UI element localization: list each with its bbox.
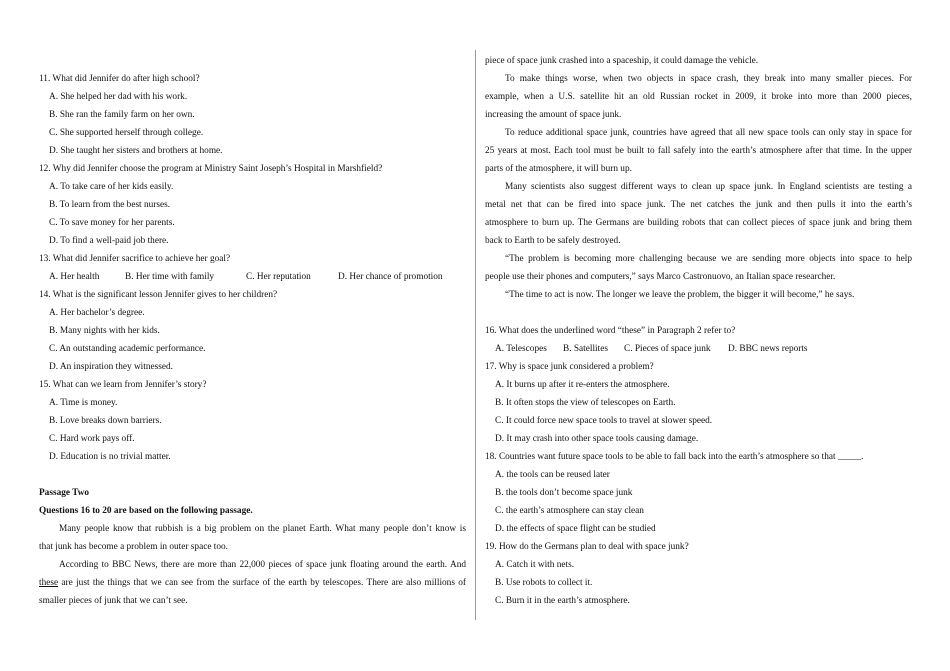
q15-option-c: C. Hard work pays off. <box>49 434 135 444</box>
passage-p2-line2-rest: are just the things that we can see from the surface of the earth by telescopes. There are also millions of <box>58 578 466 588</box>
q19-option-b: B. Use robots to collect it. <box>495 578 593 588</box>
passage-line: people use their phones and computers,” says Marco Castronuovo, an Italian space researcher. <box>485 272 836 282</box>
passage-line: 25 years at most. Each tool must be built to fall safely into the earth’s atmosphere after that time. In the upper <box>485 146 912 156</box>
q16-option-c: C. Pieces of space junk <box>624 344 711 354</box>
q17-option-b: B. It often stops the view of telescopes on Earth. <box>495 398 676 408</box>
question-19: 19. How do the Germans plan to deal with space junk? <box>485 542 689 552</box>
question-18: 18. Countries want future space tools to be able to fall back into the earth’s atmosphere so that _____. <box>485 452 864 462</box>
q12-option-d: D. To find a well-paid job there. <box>49 236 169 246</box>
q13-option-b: B. Her time with family <box>125 272 215 282</box>
q17-option-d: D. It may crash into other space tools causing damage. <box>495 434 699 444</box>
q11-option-d: D. She taught her sisters and brothers at home. <box>49 146 223 156</box>
q14-option-c: C. An outstanding academic performance. <box>49 344 206 354</box>
passage-line: metal net that can be fired into space junk. The net catches the junk and then pulls it into the earth’s <box>485 200 912 210</box>
passage-p2-line3: smaller pieces of junk that we can’t see. <box>39 596 188 606</box>
q17-option-c: C. It could force new space tools to travel at slower speed. <box>495 416 713 426</box>
passage-line: example, when a U.S. satellite hit an old Russian rocket in 2009, it broke into more than 2000 pieces, <box>485 92 912 102</box>
passage-p2-line2 <box>39 577 466 589</box>
passage-line: To make things worse, when two objects in space crash, they break into many smaller pieces. For <box>505 74 912 84</box>
q19-option-c: C. Burn it in the earth’s atmosphere. <box>495 596 630 606</box>
q15-option-d: D. Education is no trivial matter. <box>49 452 171 462</box>
passage-line: piece of space junk crashed into a spaceship, it could damage the vehicle. <box>485 56 759 66</box>
q18-option-c: C. the earth’s atmosphere can stay clean <box>495 506 644 516</box>
passage-p2-line1: According to BBC News, there are more than 22,000 pieces of space junk floating around the earth. And <box>59 560 466 570</box>
q13-option-c: C. Her reputation <box>246 272 311 282</box>
q13-option-d: D. Her chance of promotion <box>338 272 443 282</box>
passage-p1-line1: Many people know that rubbish is a big problem on the planet Earth. What many people don’t know is <box>59 524 466 534</box>
passage-instruction: Questions 16 to 20 are based on the following passage. <box>39 506 253 516</box>
column-divider <box>475 50 476 620</box>
q18-option-d: D. the effects of space flight can be studied <box>495 524 656 534</box>
q12-option-a: A. To take care of her kids easily. <box>49 182 174 192</box>
underlined-word-these: these <box>39 578 59 588</box>
q12-option-b: B. To learn from the best nurses. <box>49 200 171 210</box>
q16-option-d: D. BBC news reports <box>728 344 808 354</box>
question-14: 14. What is the significant lesson Jennifer gives to her children? <box>39 290 278 300</box>
passage-line: “The problem is becoming more challenging because we are sending more objects into space to help <box>505 254 912 264</box>
passage-line: To reduce additional space junk, countries have agreed that all new space tools can only stay in space for <box>505 128 912 138</box>
q13-option-a: A. Her health <box>49 272 100 282</box>
q11-option-c: C. She supported herself through college. <box>49 128 204 138</box>
question-13: 13. What did Jennifer sacrifice to achieve her goal? <box>39 254 231 264</box>
passage-line: increasing the amount of space junk. <box>485 110 622 120</box>
q18-option-b: B. the tools don’t become space junk <box>495 488 633 498</box>
q16-option-b: B. Satellites <box>563 344 608 354</box>
question-15: 15. What can we learn from Jennifer’s story? <box>39 380 207 390</box>
passage-line: atmosphere to burn up. The Germans are building robots that can collect pieces of space junk and bring them <box>485 218 912 228</box>
q14-option-a: A. Her bachelor’s degree. <box>49 308 145 318</box>
q15-option-b: B. Love breaks down barriers. <box>49 416 162 426</box>
q18-option-a: A. the tools can be reused later <box>495 470 610 480</box>
q14-option-b: B. Many nights with her kids. <box>49 326 160 336</box>
passage-line: “The time to act is now. The longer we leave the problem, the bigger it will become,” he says. <box>505 290 855 300</box>
passage-line: back to Earth to be safely destroyed. <box>485 236 621 246</box>
q11-option-a: A. She helped her dad with his work. <box>49 92 188 102</box>
passage-line: Many scientists also suggest different ways to clean up space junk. In England scientists are testing a <box>505 182 912 192</box>
question-11: 11. What did Jennifer do after high school? <box>39 74 200 84</box>
passage-line: parts of the atmosphere, it will burn up. <box>485 164 632 174</box>
passage-title: Passage Two <box>39 488 90 498</box>
q16-option-a: A. Telescopes <box>495 344 547 354</box>
q19-option-a: A. Catch it with nets. <box>495 560 575 570</box>
q17-option-a: A. It burns up after it re-enters the atmosphere. <box>495 380 670 390</box>
q14-option-d: D. An inspiration they witnessed. <box>49 362 173 372</box>
question-16: 16. What does the underlined word “these” in Paragraph 2 refer to? <box>485 326 736 336</box>
question-12: 12. Why did Jennifer choose the program at Ministry Saint Joseph’s Hospital in Marshfield? <box>39 164 383 174</box>
q15-option-a: A. Time is money. <box>49 398 118 408</box>
passage-p1-line2: that junk has become a problem in outer space too. <box>39 542 228 552</box>
q11-option-b: B. She ran the family farm on her own. <box>49 110 195 120</box>
question-17: 17. Why is space junk considered a problem? <box>485 362 654 372</box>
q12-option-c: C. To save money for her parents. <box>49 218 175 228</box>
